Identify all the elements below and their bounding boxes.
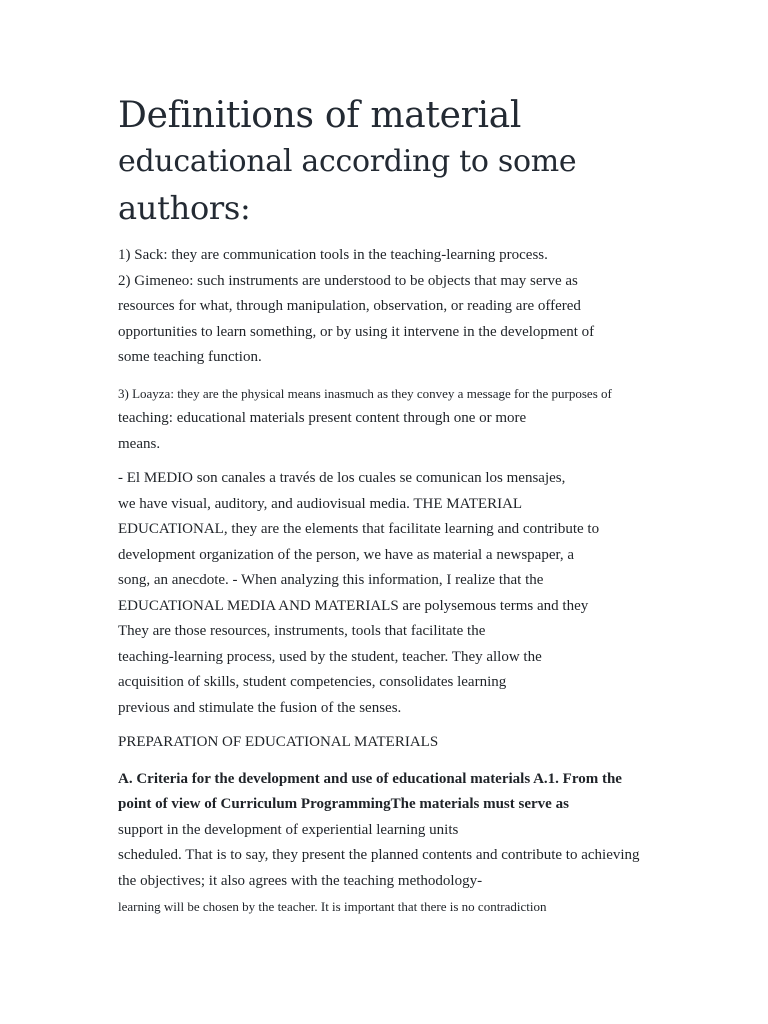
criteria-line: support in the development of experiential learning units	[118, 821, 459, 838]
analysis-line: development organization of the person, we have as material a newspaper, a	[118, 546, 575, 563]
section-heading	[118, 730, 678, 756]
definition-loayza	[118, 381, 678, 458]
criteria-line: learning will be chosen by the teacher. It is important that there is no contradiction	[118, 899, 547, 914]
criteria-line: the objectives; it also agrees with the teaching methodology-	[118, 872, 483, 889]
analysis-line: acquisition of skills, student competencies, consolidates learning	[118, 674, 507, 690]
criteria-line: scheduled. That is to say, they present the planned contents and contribute to achieving	[118, 847, 640, 863]
document-content	[118, 92, 678, 920]
analysis-line: teaching-learning process, used by the student, teacher. They allow the	[118, 648, 542, 665]
definition-loayza-line: teaching: educational materials present content through one or more	[118, 410, 527, 426]
criteria-paragraph	[118, 767, 678, 920]
definition-gimeneo-line: 2) Gimeneo: such instruments are understood to be objects that may serve as	[118, 272, 578, 289]
definition-sack: 1) Sack: they are communication tools in the teaching-learning process.	[118, 247, 548, 263]
definition-loayza-line: means.	[118, 435, 161, 452]
document-title	[118, 92, 678, 232]
analysis-line: we have visual, auditory, and audiovisual media. THE MATERIAL	[118, 495, 523, 512]
title-line: educational according to some	[118, 144, 577, 179]
analysis-line: - El MEDIO son canales a través de los cuales se comunican los mensajes,	[118, 470, 566, 486]
analysis-line: previous and stimulate the fusion of the senses.	[118, 699, 402, 716]
analysis-line: EDUCATIONAL, they are the elements that facilitate learning and contribute to	[118, 521, 600, 537]
section-heading-text: PREPARATION OF EDUCATIONAL MATERIALS	[118, 734, 439, 750]
criteria-heading-line: A. Criteria for the development and use of educational materials A.1. From the	[118, 770, 622, 787]
title-line: authors:	[118, 189, 251, 227]
definitions-block	[118, 243, 678, 371]
analysis-line: song, an anecdote. - When analyzing this information, I realize that the	[118, 572, 544, 588]
definition-gimeneo-line: resources for what, through manipulation, observation, or reading are offered	[118, 298, 581, 314]
analysis-line: They are those resources, instruments, tools that facilitate the	[118, 623, 486, 639]
analysis-line: EDUCATIONAL MEDIA AND MATERIALS are polysemous terms and they	[118, 597, 589, 614]
criteria-heading-line: point of view of Curriculum ProgrammingThe materials must serve as	[118, 796, 569, 812]
definition-gimeneo-line: some teaching function.	[118, 349, 262, 365]
definition-gimeneo-line: opportunities to learn something, or by using it intervene in the development of	[118, 323, 595, 340]
title-line: Definitions of material	[118, 95, 522, 136]
analysis-paragraph	[118, 466, 678, 721]
definition-loayza-line: 3) Loayza: they are the physical means inasmuch as they convey a message for the purposes of	[118, 385, 612, 401]
